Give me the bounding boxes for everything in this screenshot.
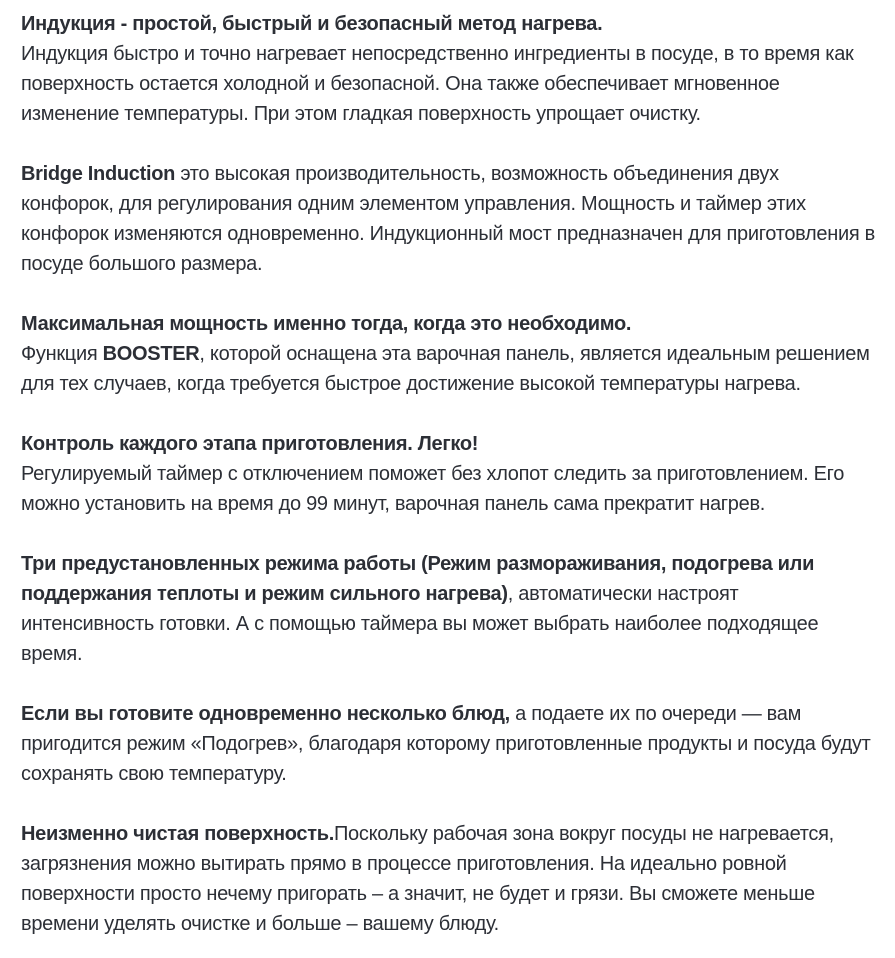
paragraph-heading: Максимальная мощность именно тогда, когда это необходимо. — [21, 313, 632, 335]
paragraph — [21, 9, 875, 129]
bold-text-segment: Неизменно чистая поверхность. — [21, 823, 334, 845]
paragraph-heading: Контроль каждого этапа приготовления. Легко! — [21, 433, 479, 455]
text-segment: а подаете их по очереди — вам пригодится режим «Подогрев», благодаря которому приготовленные продукты и посуда будут сохранять свою температуру. — [21, 703, 871, 785]
paragraph — [21, 429, 875, 519]
bold-text-segment: BOOSTER — [102, 343, 200, 365]
paragraph — [21, 549, 875, 669]
paragraph — [21, 699, 875, 789]
bold-text-segment: Три предустановленных режима работы (Режим размораживания, подогрева или поддержания теплоты и режим сильного нагрева) — [21, 553, 815, 605]
text-segment: , автоматически настроят интенсивность готовки. А с помощью таймера вы может выбрать наиболее подходящее время. — [21, 583, 819, 665]
text-segment: , которой оснащена эта варочная панель, является идеальным решением для тех случаев, когда требуется быстрое достижение высокой температуры нагрева. — [21, 343, 870, 395]
bold-text-segment: Если вы готовите одновременно несколько блюд, — [21, 703, 510, 725]
paragraph — [21, 159, 875, 279]
bold-text-segment: Bridge Induction — [21, 163, 176, 185]
text-segment: Индукция быстро и точно нагревает непосредственно ингредиенты в посуде, в то время как поверхность остается холодной и безопасной. Она также обеспечивает мгновенное изменение температуры. При этом гладкая поверхность упрощает очистку. — [21, 43, 854, 125]
text-segment: Функция — [21, 343, 103, 365]
text-segment: Поскольку рабочая зона вокруг посуды не нагревается, загрязнения можно вытирать прямо в процессе приготовления. На идеально ровной поверхности просто нечему пригорать – а значит, не будет и грязи. Вы сможете меньше времени уделять очистке и больше – вашему блюду. — [21, 823, 834, 935]
paragraph — [21, 819, 875, 939]
text-segment: Регулируемый таймер с отключением поможет без хлопот следить за приготовлением. Его можно установить на время до 99 минут, варочная панель сама прекратит нагрев. — [21, 463, 845, 515]
paragraph-heading: Индукция - простой, быстрый и безопасный метод нагрева. — [21, 13, 603, 35]
text-segment: это высокая производительность, возможность объединения двух конфорок, для регулирования одним элементом управления. Мощность и таймер этих конфорок изменяются одновременно. Индукционный мост предназначен для приготовления в посуде большого размера. — [21, 163, 875, 275]
paragraph — [21, 309, 875, 399]
